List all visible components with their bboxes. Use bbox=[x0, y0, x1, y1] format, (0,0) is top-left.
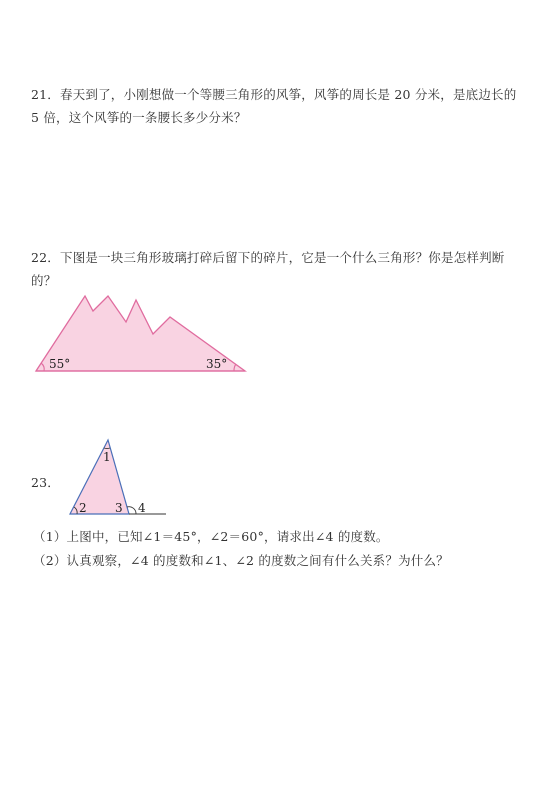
angle-label-3: 3 bbox=[115, 501, 123, 515]
angle-label-55: 55° bbox=[49, 357, 71, 371]
q22-text-line2: 的？ bbox=[31, 273, 57, 288]
q22-text-line1: 22．下图是一块三角形玻璃打碎后留下的碎片，它是一个什么三角形？你是怎样判断 bbox=[31, 250, 505, 265]
q21-text-line2: 5 倍，这个风筝的一条腰长多少分米？ bbox=[31, 110, 247, 125]
q23-number: 23． bbox=[31, 475, 61, 490]
angle-label-2: 2 bbox=[79, 501, 87, 515]
angle-label-35: 35° bbox=[206, 357, 228, 371]
q23-part1: （1）上图中，已知∠1＝45°，∠2＝60°，请求出∠4 的度数。 bbox=[33, 529, 389, 544]
q21-text-line1: 21．春天到了，小刚想做一个等腰三角形的风筝，风筝的周长是 20 分米，是底边长的 bbox=[31, 87, 517, 102]
angle-label-4: 4 bbox=[138, 501, 146, 515]
q23-part2: （2）认真观察，∠4 的度数和∠1、∠2 的度数之间有什么关系？为什么？ bbox=[33, 553, 449, 568]
angle-label-1: 1 bbox=[103, 450, 111, 464]
